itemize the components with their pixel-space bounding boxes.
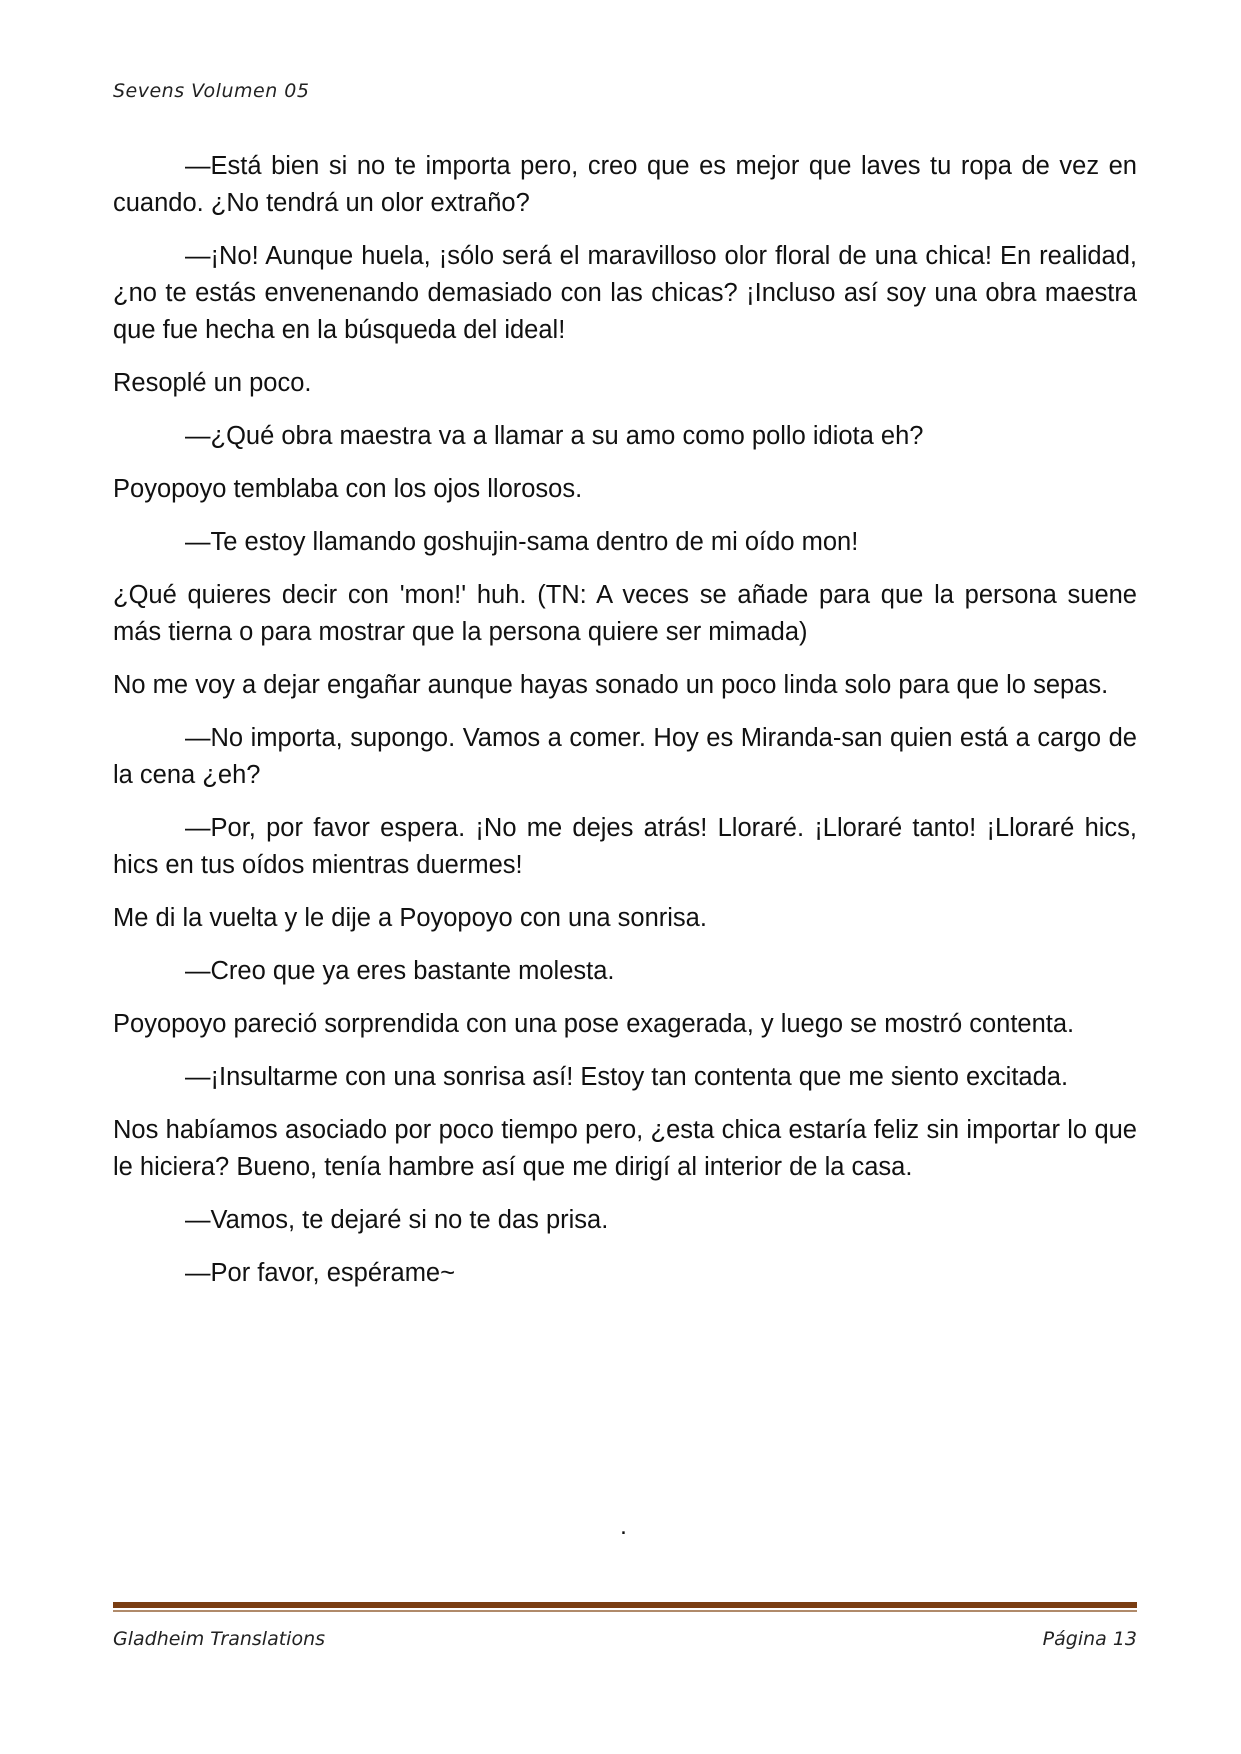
paragraph: No me voy a dejar engañar aunque hayas sonado un poco linda solo para que lo sepas. <box>113 671 1109 699</box>
footer-divider <box>113 1602 1137 1612</box>
divider-thin <box>113 1610 1137 1612</box>
page-number: Página 13 <box>1042 1628 1137 1650</box>
paragraph: —Por favor, espérame~ <box>185 1259 456 1287</box>
end-mark: . <box>620 1512 627 1540</box>
paragraph: —¡No! Aunque huela, ¡sólo será el maravilloso olor floral de una chica! En realidad, ¿no te estás envenenando demasiado con las chicas? ¡Incluso así soy una obra maestra que fue hecha en la búsqueda del ideal! <box>113 242 1137 344</box>
running-header: Sevens Volumen 05 <box>113 80 310 102</box>
divider-thick <box>113 1602 1137 1608</box>
paragraph: —No importa, supongo. Vamos a comer. Hoy es Miranda-san quien está a cargo de la cena ¿eh? <box>113 724 1137 789</box>
paragraph: —¿Qué obra maestra va a llamar a su amo como pollo idiota eh? <box>185 422 924 450</box>
paragraph: Resoplé un poco. <box>113 369 312 397</box>
paragraph: Poyopoyo temblaba con los ojos llorosos. <box>113 475 583 503</box>
footer-publisher: Gladheim Translations <box>113 1628 326 1650</box>
paragraph: —Creo que ya eres bastante molesta. <box>185 957 615 985</box>
paragraph: —Te estoy llamando goshujin-sama dentro de mi oído mon! <box>185 528 859 556</box>
paragraph: Nos habíamos asociado por poco tiempo pero, ¿esta chica estaría feliz sin importar lo que le hiciera? Bueno, tenía hambre así que me dirigí al interior de la casa. <box>113 1116 1137 1181</box>
paragraph: Poyopoyo pareció sorprendida con una pose exagerada, y luego se mostró contenta. <box>113 1010 1075 1038</box>
page-body <box>113 148 1137 1308</box>
paragraph: —Por, por favor espera. ¡No me dejes atrás! Lloraré. ¡Lloraré tanto! ¡Lloraré hics, hics en tus oídos mientras duermes! <box>113 814 1137 879</box>
paragraph: —¡Insultarme con una sonrisa así! Estoy tan contenta que me siento excitada. <box>185 1063 1069 1091</box>
paragraph: —Vamos, te dejaré si no te das prisa. <box>185 1206 609 1234</box>
paragraph: ¿Qué quieres decir con 'mon!' huh. (TN: A veces se añade para que la persona suene más tierna o para mostrar que la persona quiere ser mimada) <box>113 581 1137 646</box>
paragraph: Me di la vuelta y le dije a Poyopoyo con una sonrisa. <box>113 904 707 932</box>
paragraph: —Está bien si no te importa pero, creo que es mejor que laves tu ropa de vez en cuando. ¿No tendrá un olor extraño? <box>113 152 1137 217</box>
